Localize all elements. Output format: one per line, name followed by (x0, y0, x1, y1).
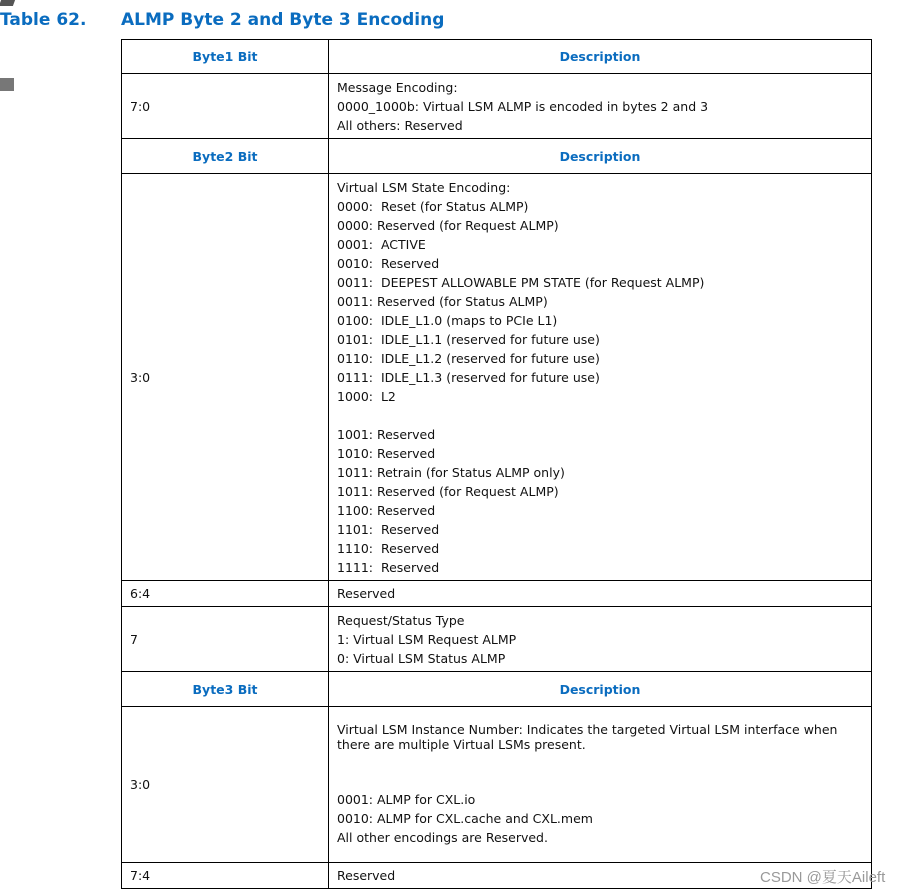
table-title: ALMP Byte 2 and Byte 3 Encoding (121, 10, 445, 30)
bit-cell: 7:0 (122, 74, 329, 139)
column-header-bit: Byte3 Bit (122, 672, 329, 707)
description-cell (329, 607, 872, 672)
description-line: 0110: IDLE_L1.2 (reserved for future use) (337, 350, 600, 366)
column-header-description: Description (329, 672, 872, 707)
description-line: 0000: Reset (for Status ALMP) (337, 198, 529, 214)
page-mark (0, 0, 15, 6)
description-line: 1100: Reserved (337, 502, 436, 518)
column-header-bit: Byte2 Bit (122, 139, 329, 174)
description-line: Virtual LSM State Encoding: (337, 179, 511, 195)
description-line: Message Encoding: (337, 79, 458, 95)
encoding-table (121, 39, 872, 889)
table-row (122, 74, 872, 139)
description-line: 0001: ACTIVE (337, 236, 426, 252)
page-mark (0, 78, 14, 91)
description-line: 0: Virtual LSM Status ALMP (337, 650, 506, 666)
description-line: 0000_1000b: Virtual LSM ALMP is encoded in bytes 2 and 3 (337, 98, 709, 114)
description-line: 0100: IDLE_L1.0 (maps to PCIe L1) (337, 312, 558, 328)
description-line (337, 771, 863, 790)
description-line: 1101: Reserved (337, 521, 440, 537)
description-line: All others: Reserved (337, 117, 463, 133)
description-cell (329, 74, 872, 139)
table-row (122, 607, 872, 672)
table-row (122, 863, 872, 889)
bit-cell: 6:4 (122, 581, 329, 607)
description-line: Reserved (337, 868, 396, 883)
bit-cell: 7 (122, 607, 329, 672)
description-cell (329, 174, 872, 581)
header-row (122, 672, 872, 707)
bit-cell: 7:4 (122, 863, 329, 889)
description-line (337, 406, 863, 425)
description-line: 0111: IDLE_L1.3 (reserved for future use) (337, 369, 600, 385)
header-row (122, 139, 872, 174)
description-line: 1111: Reserved (337, 559, 440, 575)
description-cell (329, 707, 872, 863)
column-header-description: Description (329, 40, 872, 74)
description-line (337, 752, 863, 771)
table-row (122, 174, 872, 581)
description-line: 0101: IDLE_L1.1 (reserved for future use) (337, 331, 600, 347)
bit-cell: 3:0 (122, 707, 329, 863)
table-number: Table 62. (0, 10, 87, 30)
description-cell (329, 581, 872, 607)
column-header-bit: Byte1 Bit (122, 40, 329, 74)
table-row (122, 707, 872, 863)
description-line: 1000: L2 (337, 388, 396, 404)
description-line: 1: Virtual LSM Request ALMP (337, 631, 517, 647)
description-line: 1011: Retrain (for Status ALMP only) (337, 464, 565, 480)
description-line: 0001: ALMP for CXL.io (337, 792, 476, 807)
description-line: 0010: ALMP for CXL.cache and CXL.mem (337, 811, 593, 826)
description-line: 0011: DEEPEST ALLOWABLE PM STATE (for Request ALMP) (337, 274, 705, 290)
description-line: 0010: Reserved (337, 255, 440, 271)
description-line: Request/Status Type (337, 612, 465, 628)
table-row (122, 581, 872, 607)
description-line: 0000: Reserved (for Request ALMP) (337, 217, 559, 233)
description-line: 1110: Reserved (337, 540, 440, 556)
description-line: 1001: Reserved (337, 426, 436, 442)
header-row (122, 40, 872, 74)
column-header-description: Description (329, 139, 872, 174)
description-line: 1011: Reserved (for Request ALMP) (337, 483, 559, 499)
description-intro: Virtual LSM Instance Number: Indicates the targeted Virtual LSM interface when there are multiple Virtual LSMs present. (337, 722, 838, 752)
description-line: All other encodings are Reserved. (337, 830, 548, 845)
bit-cell: 3:0 (122, 174, 329, 581)
description-line: Reserved (337, 586, 396, 601)
description-line: 0011: Reserved (for Status ALMP) (337, 293, 548, 309)
description-line: 1010: Reserved (337, 445, 436, 461)
watermark: CSDN @夏天Aileft (760, 869, 886, 886)
